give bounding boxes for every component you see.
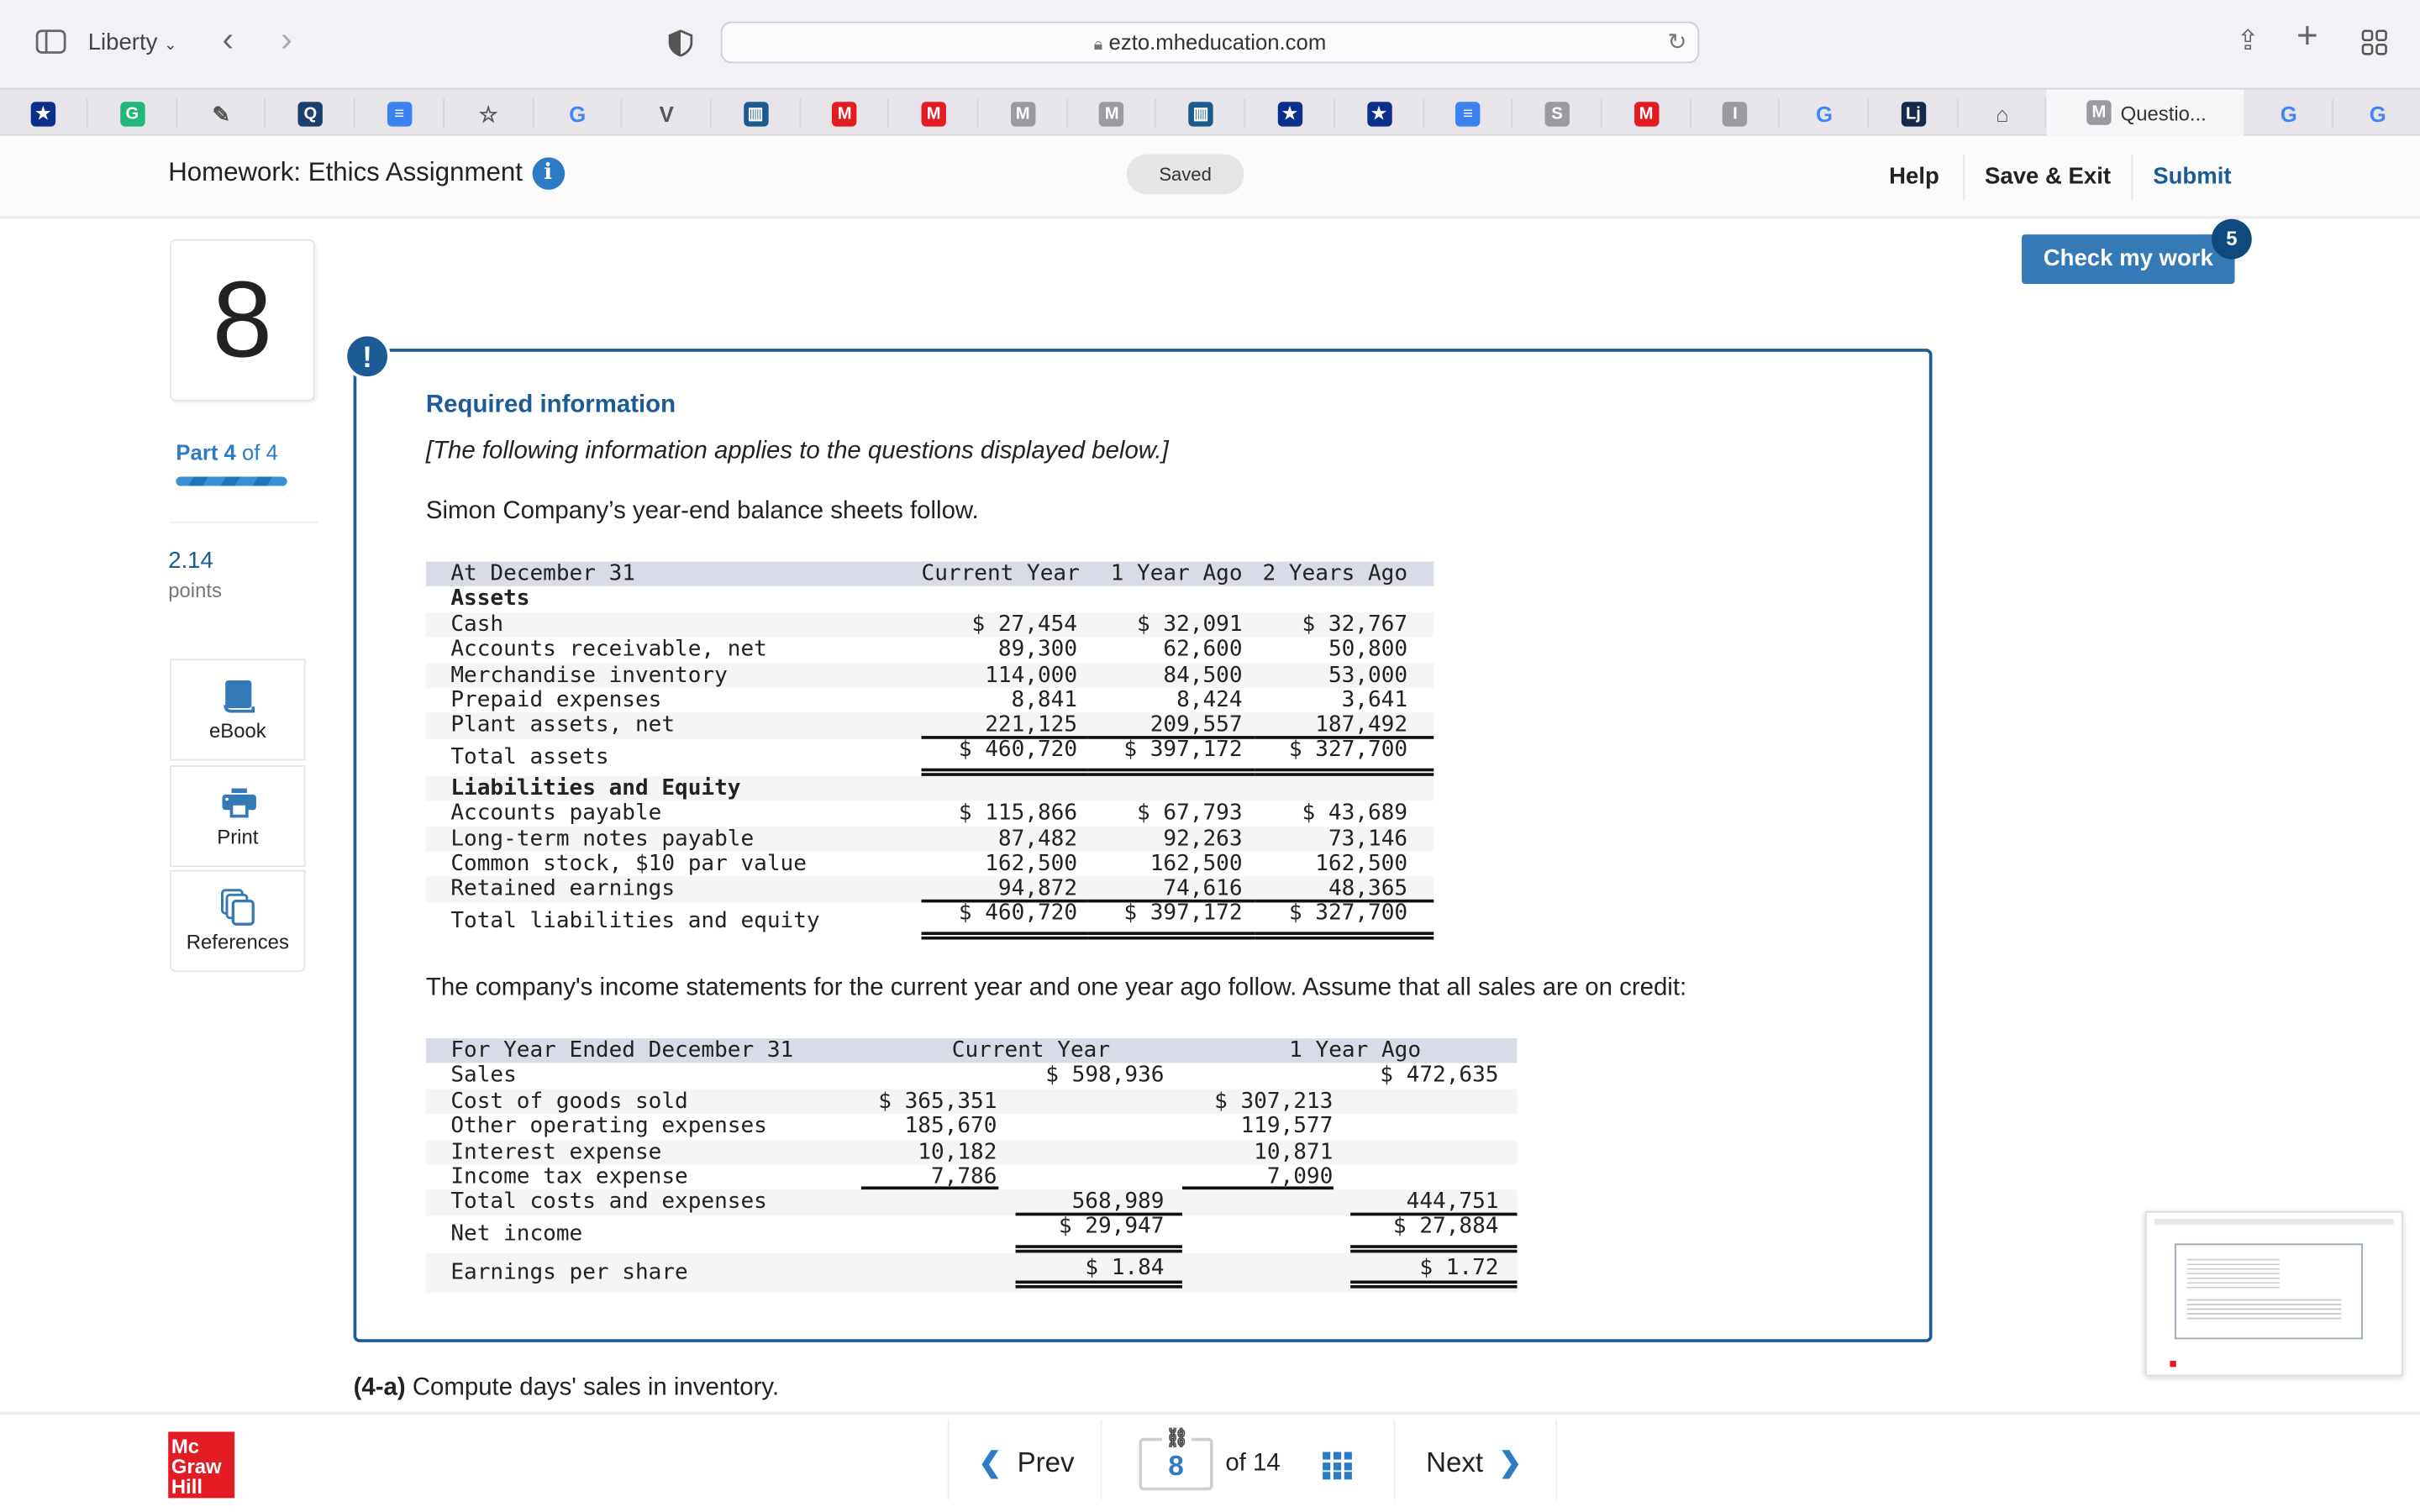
required-info-note: [The following information applies to the questions displayed below.]	[425, 438, 1169, 465]
table-cell: 87,482	[997, 826, 1078, 851]
next-button[interactable]	[1426, 1447, 1522, 1480]
tab-favicon-icon: G	[2369, 101, 2386, 126]
tab-favicon-icon: ★	[1366, 101, 1391, 125]
divider	[1963, 155, 1965, 201]
tab-favicon-icon: G	[569, 101, 587, 126]
thumb-table	[2187, 1299, 2342, 1321]
question-prompt	[354, 1374, 779, 1402]
table-cell: 3,641	[1341, 688, 1408, 713]
table-cell: 7,090	[1182, 1165, 1333, 1190]
tab-favicon-icon: Q	[298, 101, 323, 125]
references-icon	[221, 889, 258, 929]
row-label: Total assets	[450, 744, 609, 770]
divider	[170, 522, 318, 523]
table-cell: $ 327,700	[1255, 895, 1434, 939]
tab-favicon-icon: ▥	[1188, 101, 1213, 125]
tab-favicon-icon: I	[1723, 101, 1747, 125]
table-cell	[1182, 1063, 1333, 1089]
chevron-down-icon: ⌄	[164, 37, 177, 55]
table-row	[426, 1140, 1518, 1165]
tab-favicon-button[interactable]	[89, 99, 177, 129]
table-cell: $ 460,720	[922, 731, 1088, 775]
table-cell	[862, 1190, 999, 1215]
table-cell: 48,365	[1255, 877, 1434, 902]
saved-status-badge: Saved	[1127, 155, 1244, 195]
table-cell: $ 29,947	[1015, 1208, 1182, 1252]
tab-bar	[0, 88, 2420, 136]
table-cell	[1182, 1190, 1333, 1215]
table-cell: 185,670	[904, 1114, 997, 1139]
table-cell: $ 397,172	[1088, 731, 1255, 775]
tab-favicon-icon: ✎	[212, 101, 231, 126]
tab-favicon-button[interactable]	[356, 99, 445, 129]
table-cell: 162,500	[1315, 851, 1408, 877]
thumb-toolbar	[2154, 1219, 2394, 1225]
table-cell: 50,800	[1328, 637, 1408, 663]
tab-favicon-button[interactable]	[1158, 99, 1246, 129]
forward-icon[interactable]: ›	[281, 19, 292, 59]
table-row	[426, 827, 1434, 852]
table-cell	[1088, 775, 1255, 801]
tab-favicon-button[interactable]	[1603, 99, 1691, 129]
divider	[2131, 155, 2133, 201]
table-row	[426, 902, 1434, 939]
table-row	[426, 1165, 1518, 1190]
alert-icon: !	[345, 333, 391, 380]
required-info-title: Required information	[425, 391, 676, 418]
row-label: Merchandise inventory	[450, 662, 728, 688]
table-cell: 221,125	[922, 713, 1088, 738]
table-cell	[1015, 1089, 1182, 1114]
page-count: of 14	[1225, 1450, 1281, 1477]
references-label: References	[186, 930, 289, 954]
checks-remaining-badge: 5	[2212, 219, 2252, 260]
divider	[1555, 1420, 1557, 1500]
tab-favicon-icon: ☆	[478, 101, 498, 126]
table-cell: $ 460,720	[922, 895, 1088, 939]
privacy-shield-icon[interactable]	[668, 29, 692, 57]
info-icon[interactable]: i	[532, 157, 565, 190]
question-text: Compute days' sales in inventory.	[405, 1374, 780, 1401]
table-cell	[922, 775, 1088, 801]
references-button[interactable]	[170, 870, 306, 972]
thumb-card	[2175, 1243, 2363, 1339]
table-cell: $ 32,091	[1137, 612, 1243, 638]
column-header: 2 Years Ago	[1262, 561, 1408, 586]
table-cell: 8,424	[1176, 688, 1243, 713]
submit-link[interactable]: Submit	[2153, 163, 2232, 190]
tab-favicon-icon: ≡	[1455, 101, 1480, 125]
table-cell	[1255, 775, 1434, 801]
row-label: Total costs and expenses	[450, 1189, 767, 1215]
prev-button[interactable]	[978, 1447, 1074, 1480]
thumb-table	[2187, 1259, 2280, 1290]
back-icon[interactable]: ‹	[222, 19, 234, 59]
column-header: Current Year	[921, 561, 1080, 586]
tab-favicon-icon: M	[922, 101, 946, 125]
table-row	[426, 1114, 1518, 1139]
row-label: Plant assets, net	[450, 713, 676, 738]
url-text: ezto.mheducation.com	[1108, 29, 1327, 55]
table-row	[426, 688, 1434, 713]
tab-favicon-button[interactable]	[623, 99, 712, 129]
column-header: 1 Year Ago	[1110, 561, 1243, 586]
row-label: Accounts receivable, net	[450, 637, 767, 663]
assignment-title-text: Homework: Ethics Assignment	[168, 157, 523, 187]
table-cell	[1349, 1114, 1517, 1139]
tab-favicon-button[interactable]	[445, 99, 534, 129]
row-label: Retained earnings	[450, 876, 676, 902]
tab-favicon-icon: V	[659, 101, 674, 126]
assignment-title	[168, 157, 564, 190]
table-cell	[862, 1063, 999, 1089]
table-cell	[1349, 1165, 1517, 1190]
table-cell: 73,146	[1328, 826, 1408, 851]
row-label: Cost of goods sold	[450, 1089, 688, 1114]
profile-menu[interactable]	[88, 29, 177, 55]
column-header: Current Year	[951, 1038, 1111, 1063]
tab-favicon-button[interactable]	[1692, 99, 1781, 129]
print-label: Print	[217, 825, 259, 849]
table-row	[426, 638, 1434, 663]
tab-favicon-icon: M	[1010, 101, 1034, 125]
tab-favicon-icon: M	[1634, 101, 1658, 125]
table-cell: 187,492	[1255, 713, 1434, 738]
table-cell: 84,500	[1163, 662, 1243, 688]
save-exit-link[interactable]: Save & Exit	[1984, 163, 2112, 190]
table-cell: $ 472,635	[1380, 1063, 1499, 1089]
mcgraw-hill-logo	[168, 1431, 234, 1498]
logo-line: Graw	[171, 1455, 222, 1478]
row-label: Liabilities and Equity	[450, 775, 741, 801]
table-cell: $ 397,172	[1088, 895, 1255, 939]
sidebar-toggle-icon[interactable]	[35, 29, 66, 54]
table-row	[426, 738, 1434, 775]
column-header: For Year Ended December 31	[450, 1038, 794, 1063]
table-cell: $ 27,454	[971, 612, 1078, 638]
current-page-box[interactable]	[1139, 1426, 1213, 1490]
current-page: 8	[1168, 1450, 1184, 1482]
table-cell: $ 115,866	[958, 801, 1078, 826]
table-cell: 7,786	[862, 1165, 999, 1190]
row-label: Common stock, $10 par value	[450, 851, 807, 877]
tab-favicon-button[interactable]	[2334, 99, 2420, 129]
tab-favicon-icon: ≡	[387, 101, 412, 125]
tab-favicon-icon: M	[833, 101, 857, 125]
table-cell: $ 43,689	[1302, 801, 1408, 826]
table-cell: 209,557	[1088, 713, 1255, 738]
prev-label: Prev	[1017, 1446, 1075, 1478]
divider	[1101, 1420, 1102, 1500]
row-label: Other operating expenses	[450, 1114, 767, 1139]
logo-line: Hill	[171, 1474, 203, 1499]
tab-favicon-icon: ★	[31, 101, 55, 125]
chevron-right-icon: ❯	[1498, 1446, 1523, 1478]
table-header-row	[426, 1038, 1518, 1063]
row-label: Income tax expense	[450, 1164, 688, 1190]
table-cell: $ 67,793	[1137, 801, 1243, 826]
table-row	[426, 1089, 1518, 1114]
table-cell: $ 307,213	[1214, 1089, 1334, 1114]
active-tab-title: Questio...	[2120, 101, 2207, 124]
logo-line: Mc	[171, 1435, 200, 1458]
row-label: Earnings per share	[450, 1259, 688, 1285]
points-label: points	[168, 578, 222, 602]
row-label: Interest expense	[450, 1139, 662, 1164]
share-icon[interactable]: ⇪	[2236, 24, 2260, 56]
question-number: 8	[170, 239, 315, 402]
tab-favicon-button[interactable]	[534, 99, 623, 129]
row-label: Sales	[450, 1063, 517, 1089]
question-part-label: (4-a)	[353, 1374, 406, 1401]
tab-favicon-button[interactable]	[980, 99, 1068, 129]
ebook-button[interactable]	[170, 659, 306, 760]
part-indicator	[176, 439, 278, 464]
ebook-label: eBook	[208, 718, 266, 743]
table-cell: 10,182	[918, 1139, 997, 1164]
table-cell	[922, 587, 1088, 612]
table-cell: $ 1.84	[1015, 1256, 1182, 1289]
part-current: 4	[224, 439, 236, 465]
row-label: Long-term notes payable	[450, 826, 755, 851]
tab-favicon-icon: G	[1815, 101, 1833, 126]
table-cell: $ 365,351	[878, 1089, 997, 1114]
table-cell: 92,263	[1163, 826, 1243, 851]
column-header: 1 Year Ago	[1289, 1038, 1422, 1063]
table-cell: 8,841	[1011, 688, 1078, 713]
table-row	[426, 801, 1434, 826]
row-label: Total liabilities and equity	[450, 908, 820, 933]
next-label: Next	[1426, 1446, 1484, 1478]
tab-favicon-button[interactable]	[178, 99, 266, 129]
tab-favicon-button[interactable]	[1959, 99, 2047, 129]
tab-favicon-button[interactable]	[267, 99, 355, 129]
tab-favicon-button[interactable]	[2245, 99, 2333, 129]
balance-sheet-intro: Simon Company’s year-end balance sheets follow.	[425, 498, 979, 525]
thumb-logo	[2170, 1361, 2175, 1367]
divider	[948, 1420, 950, 1500]
tab-favicon-button[interactable]	[1425, 99, 1513, 129]
part-total: of 4	[242, 439, 278, 465]
table-cell	[1088, 587, 1255, 612]
tab-favicon-icon: Lj	[1901, 101, 1925, 125]
part-progress-bar	[176, 477, 287, 486]
table-cell: 62,600	[1163, 637, 1243, 663]
reload-icon[interactable]: ↻	[1667, 29, 1687, 56]
page-thumbnail-preview[interactable]	[2145, 1211, 2403, 1377]
table-cell: 119,577	[1240, 1114, 1334, 1139]
chevron-left-icon: ❮	[978, 1446, 1002, 1478]
link-icon: ⛓	[1162, 1427, 1192, 1449]
table-cell: 10,871	[1254, 1139, 1334, 1164]
divider	[0, 1412, 2420, 1415]
divider	[1394, 1420, 1396, 1500]
tab-favicon-button[interactable]	[1336, 99, 1424, 129]
table-row	[426, 775, 1434, 801]
table-cell: 53,000	[1328, 662, 1408, 688]
print-button[interactable]	[170, 765, 306, 867]
table-cell: 568,989	[1015, 1190, 1182, 1215]
question-grid-icon[interactable]	[1323, 1452, 1352, 1479]
table-cell: 94,872	[922, 877, 1088, 902]
table-row	[426, 852, 1434, 877]
tab-favicon-button[interactable]	[891, 99, 979, 129]
row-label: Assets	[450, 586, 530, 612]
income-statement-table	[426, 1038, 1518, 1293]
browser-toolbar	[0, 0, 2420, 88]
tab-favicon-button[interactable]	[1870, 99, 1959, 129]
table-cell: 162,500	[985, 851, 1078, 877]
row-label: Cash	[450, 612, 504, 638]
table-cell: $ 598,936	[1045, 1063, 1165, 1089]
tab-favicon-icon: ⌂	[1996, 101, 2009, 126]
table-row	[426, 612, 1434, 638]
tab-favicon-icon: S	[1544, 101, 1569, 125]
table-cell	[1349, 1140, 1517, 1165]
tab-favicon-icon: G	[2280, 101, 2297, 126]
tab-favicon-icon: M	[1099, 101, 1123, 125]
table-cell: $ 1.72	[1349, 1256, 1517, 1289]
tab-favicon-button[interactable]	[713, 99, 801, 129]
book-icon	[221, 677, 258, 714]
balance-sheet-table	[426, 562, 1434, 939]
table-cell: $ 27,884	[1349, 1208, 1517, 1252]
table-cell	[1015, 1140, 1182, 1165]
tab-favicon-button[interactable]	[802, 99, 890, 129]
tab-favicon-button[interactable]	[1247, 99, 1335, 129]
tab-overview-icon[interactable]	[2361, 29, 2387, 55]
tab-favicon-icon: M	[2086, 100, 2111, 124]
address-bar[interactable]	[721, 22, 1699, 64]
table-cell	[1015, 1114, 1182, 1139]
tab-favicon-button[interactable]	[1069, 99, 1157, 129]
check-my-work-button[interactable]: Check my work	[2022, 234, 2234, 284]
points-value: 2.14	[168, 548, 213, 575]
column-header: At December 31	[450, 561, 635, 586]
profile-name: Liberty	[87, 29, 158, 56]
active-tab[interactable]	[2046, 90, 2244, 136]
table-header-row	[426, 562, 1434, 587]
tab-favicon-button[interactable]	[1514, 99, 1602, 129]
table-row	[426, 587, 1434, 612]
lock-icon: 🔒︎	[1093, 35, 1103, 55]
row-label: Accounts payable	[450, 801, 662, 826]
table-cell: 89,300	[997, 637, 1078, 663]
income-statement-intro: The company's income statements for the current year and one year ago follow. Assume that all sales are on credit:	[425, 974, 1687, 1002]
tab-favicon-icon: G	[120, 101, 145, 125]
tab-favicon-icon: ▥	[744, 101, 768, 125]
table-cell: 444,751	[1349, 1190, 1517, 1215]
table-row	[426, 1063, 1518, 1089]
tab-favicon-icon: ★	[1277, 101, 1302, 125]
help-link[interactable]: Help	[1889, 163, 1939, 190]
tab-favicon-button[interactable]	[1781, 99, 1870, 129]
table-cell: 162,500	[1150, 851, 1243, 877]
table-cell	[1349, 1089, 1517, 1114]
table-cell: $ 32,767	[1302, 612, 1408, 638]
table-row	[426, 1215, 1518, 1252]
row-label: Net income	[450, 1221, 583, 1247]
assignment-header	[0, 136, 2420, 219]
tab-favicon-button[interactable]	[0, 99, 88, 129]
table-cell: 114,000	[985, 662, 1078, 688]
part-word: Part	[176, 439, 218, 465]
table-row	[426, 663, 1434, 688]
table-cell: $ 327,700	[1255, 731, 1434, 775]
table-cell	[1255, 587, 1434, 612]
table-cell: 74,616	[1088, 877, 1255, 902]
table-row	[426, 1252, 1518, 1293]
table-cell	[1015, 1165, 1182, 1190]
new-tab-icon[interactable]: +	[2296, 15, 2318, 57]
row-label: Prepaid expenses	[450, 688, 662, 713]
printer-icon	[221, 784, 258, 821]
